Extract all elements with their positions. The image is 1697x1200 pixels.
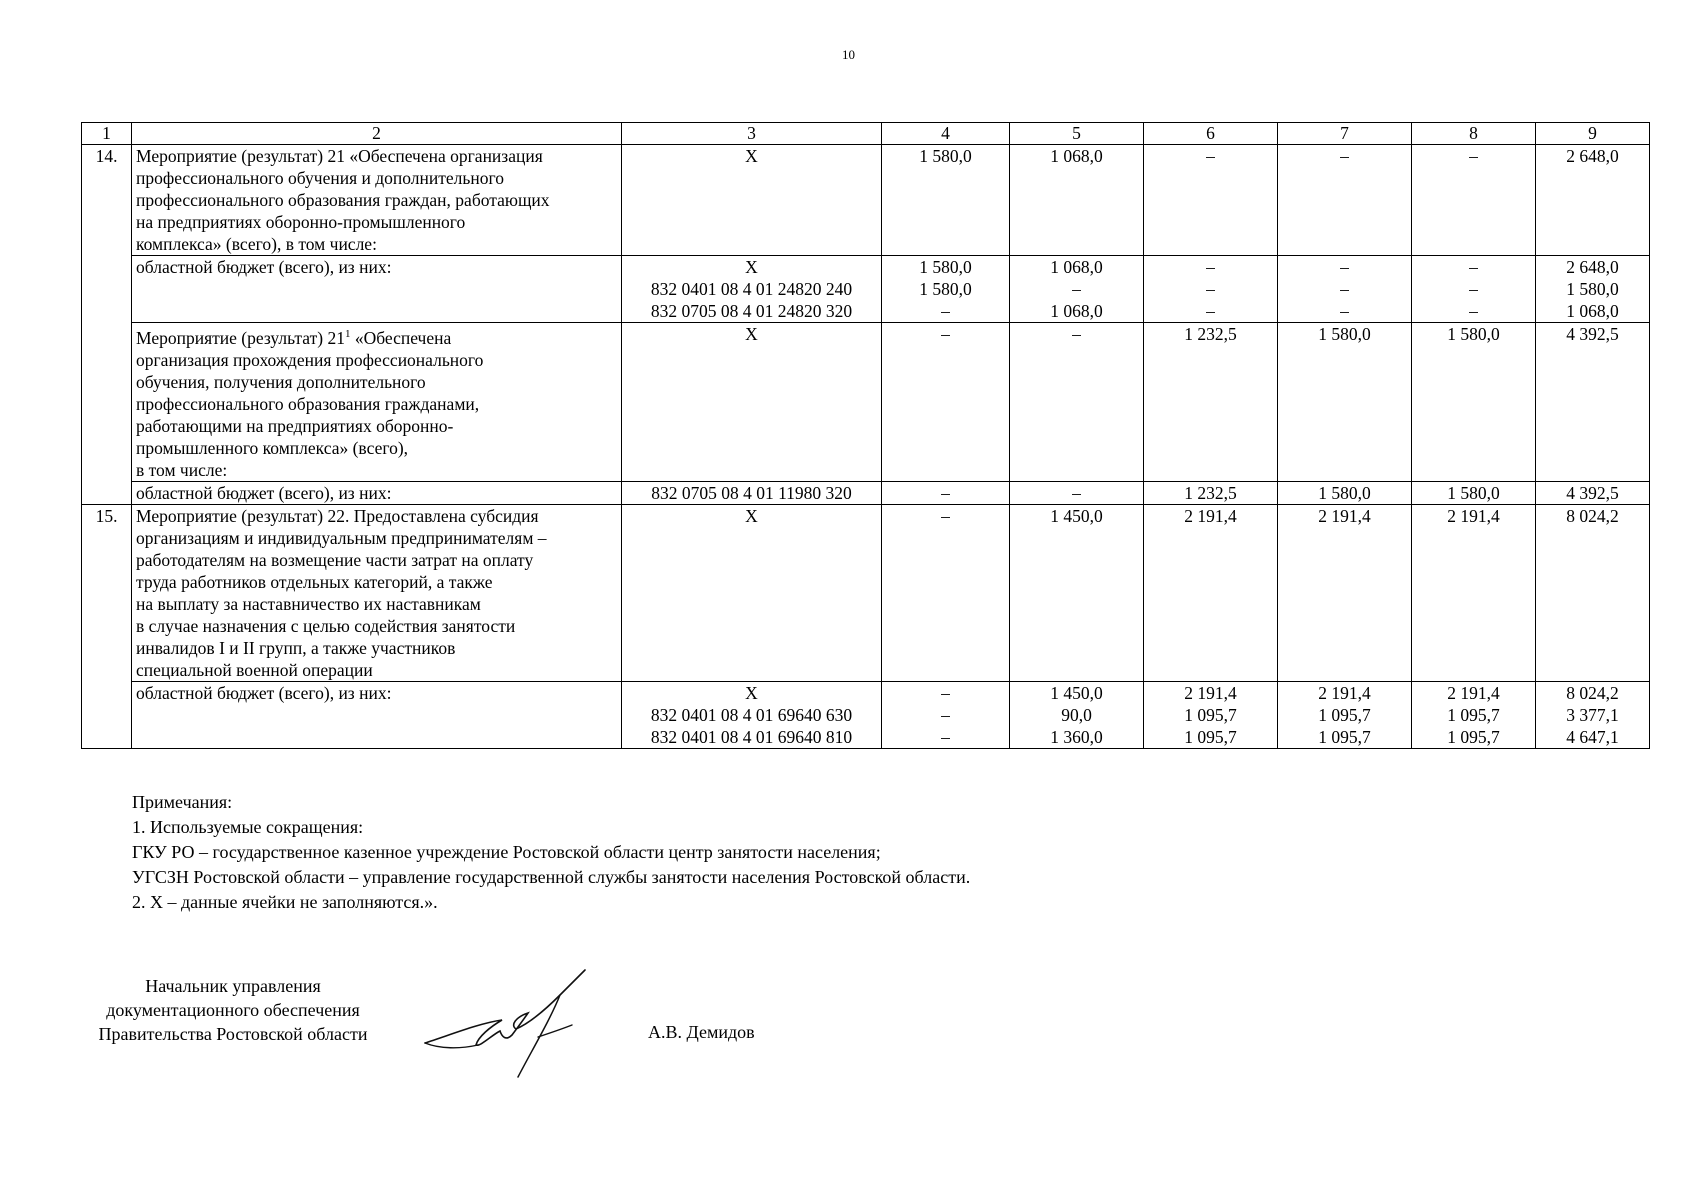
row-number: 15.	[82, 504, 132, 748]
value-cell: –	[882, 323, 1010, 482]
table-row	[82, 323, 1650, 482]
desc-line: обучения, получения дополнительного	[136, 371, 426, 392]
value-cell: 2 191,4	[1144, 504, 1278, 681]
notes-section	[132, 790, 970, 915]
budget-code	[622, 323, 882, 482]
row-description	[132, 256, 622, 323]
code-line: X	[745, 257, 758, 277]
signatory-name: А.В. Демидов	[648, 1022, 755, 1042]
desc-line: профессионального образования гражданами,	[136, 393, 480, 414]
header-cell: 4	[882, 123, 1010, 145]
desc-line: Мероприятие (результат) 21	[136, 327, 345, 348]
value-cell: 1 580,0	[1278, 323, 1412, 482]
note-line: 1. Используемые сокращения:	[132, 817, 364, 837]
value-cell: 2 191,4 1 095,7 1 095,7	[1144, 681, 1278, 748]
row-description	[132, 504, 622, 681]
desc-line: на предприятиях оборонно-промышленного	[136, 212, 466, 232]
value-cell: 1 068,0	[1010, 145, 1144, 256]
desc-line: областной бюджет (всего), из них:	[136, 257, 392, 277]
budget-table	[81, 122, 1650, 749]
desc-line: организация прохождения профессионального	[136, 349, 484, 370]
code-line: X	[745, 324, 758, 344]
value-cell: 1 580,0	[1278, 481, 1412, 504]
value-cell: 1 580,0	[882, 145, 1010, 256]
desc-line: организациям и индивидуальным предпринимателям –	[136, 527, 547, 548]
header-cell: 7	[1278, 123, 1412, 145]
value-cell: –	[1010, 323, 1144, 482]
code-line: 832 0705 08 4 01 11980 320	[651, 482, 852, 503]
desc-line: Мероприятие (результат) 22. Предоставлена субсидия	[136, 505, 539, 526]
value-cell: –	[882, 481, 1010, 504]
code-line: X	[745, 505, 758, 526]
header-cell: 2	[132, 123, 622, 145]
header-cell: 5	[1010, 123, 1144, 145]
value-cell: – – –	[1412, 256, 1536, 323]
note-line: 2. X – данные ячейки не заполняются.».	[132, 892, 438, 912]
desc-line: работающими на предприятиях оборонно-	[136, 415, 454, 436]
value-cell: 1 450,0 90,0 1 360,0	[1010, 681, 1144, 748]
value-cell: –	[1412, 145, 1536, 256]
value-cell: 1 232,5	[1144, 481, 1278, 504]
value-cell: 8 024,2 3 377,1 4 647,1	[1536, 681, 1650, 748]
value-cell: 1 580,0	[1412, 323, 1536, 482]
budget-code	[622, 504, 882, 681]
desc-line: областной бюджет (всего), из них:	[136, 482, 392, 503]
position-line: Начальник управления	[145, 976, 321, 996]
desc-line: в том числе:	[136, 459, 228, 480]
page-number: 10	[842, 47, 855, 62]
desc-line: Мероприятие (результат) 21 «Обеспечена организация	[136, 146, 543, 166]
desc-line: профессионального обучения и дополнительного	[136, 168, 504, 188]
desc-line: инвалидов I и II групп, а также участников	[136, 637, 456, 658]
row-description	[132, 481, 622, 504]
value-cell: – – –	[882, 681, 1010, 748]
value-cell: 1 232,5	[1144, 323, 1278, 482]
header-cell: 1	[82, 123, 132, 145]
desc-line: работодателям на возмещение части затрат на оплату	[136, 549, 534, 570]
code-line: X	[745, 682, 758, 703]
value-cell: –	[1278, 145, 1412, 256]
row-description	[132, 681, 622, 748]
budget-code	[622, 481, 882, 504]
code-line: 832 0401 08 4 01 69640 810	[650, 726, 853, 747]
table-row	[82, 481, 1650, 504]
budget-code	[622, 145, 882, 256]
row-description	[132, 145, 622, 256]
desc-line: труда работников отдельных категорий, а также	[136, 571, 493, 592]
position-line: Правительства Ростовской области	[98, 1024, 368, 1044]
desc-line: промышленного комплекса» (всего),	[136, 437, 409, 458]
value-cell: –	[1010, 481, 1144, 504]
desc-line: «Обеспечена	[350, 327, 452, 348]
handwritten-signature	[420, 965, 610, 1080]
table-row	[82, 145, 1650, 256]
value-cell: 2 191,4 1 095,7 1 095,7	[1412, 681, 1536, 748]
desc-line: комплекса» (всего), в том числе:	[136, 234, 377, 254]
value-cell: 2 648,0 1 580,0 1 068,0	[1536, 256, 1650, 323]
row-description	[132, 323, 622, 482]
value-cell: 1 068,0 – 1 068,0	[1010, 256, 1144, 323]
value-cell: 2 191,4	[1412, 504, 1536, 681]
value-cell: 2 191,4 1 095,7 1 095,7	[1278, 681, 1412, 748]
code-line: 832 0401 08 4 01 24820 240	[650, 279, 853, 299]
value-cell: 1 580,0 1 580,0 –	[882, 256, 1010, 323]
code-line: 832 0401 08 4 01 69640 630	[650, 704, 853, 725]
table-row	[82, 256, 1650, 323]
desc-line: на выплату за наставничество их наставникам	[136, 593, 481, 614]
budget-code	[622, 681, 882, 748]
value-cell: – – –	[1144, 256, 1278, 323]
table-row	[82, 504, 1650, 681]
desc-line: в случае назначения с целью содействия занятости	[136, 615, 516, 636]
value-cell: 4 392,5	[1536, 481, 1650, 504]
header-cell: 9	[1536, 123, 1650, 145]
superscript: 1	[344, 328, 351, 340]
signatory-position	[78, 974, 388, 1046]
value-cell: 1 580,0	[1412, 481, 1536, 504]
value-cell: –	[1144, 145, 1278, 256]
value-cell: – – –	[1278, 256, 1412, 323]
header-cell: 3	[622, 123, 882, 145]
code-line: 832 0705 08 4 01 24820 320	[650, 301, 853, 321]
budget-code	[622, 256, 882, 323]
value-cell: 2 648,0	[1536, 145, 1650, 256]
desc-line: специальной военной операции	[136, 659, 373, 680]
header-cell: 6	[1144, 123, 1278, 145]
position-line: документационного обеспечения	[106, 1000, 360, 1020]
value-cell: –	[882, 504, 1010, 681]
value-cell: 2 191,4	[1278, 504, 1412, 681]
value-cell: 8 024,2	[1536, 504, 1650, 681]
desc-line: областной бюджет (всего), из них:	[136, 682, 392, 703]
header-cell: 8	[1412, 123, 1536, 145]
table-row	[82, 681, 1650, 748]
value-cell: 4 392,5	[1536, 323, 1650, 482]
notes-title: Примечания:	[132, 792, 233, 812]
note-line: ГКУ РО – государственное казенное учреждение Ростовской области центр занятости населения;	[132, 842, 881, 862]
desc-line: профессионального образования граждан, работающих	[136, 190, 550, 210]
code-line: X	[745, 146, 758, 166]
row-number: 14.	[82, 145, 132, 505]
table-header-row	[82, 123, 1650, 145]
note-line: УГСЗН Ростовской области – управление государственной службы занятости населения Ростовской области.	[132, 867, 971, 887]
value-cell: 1 450,0	[1010, 504, 1144, 681]
